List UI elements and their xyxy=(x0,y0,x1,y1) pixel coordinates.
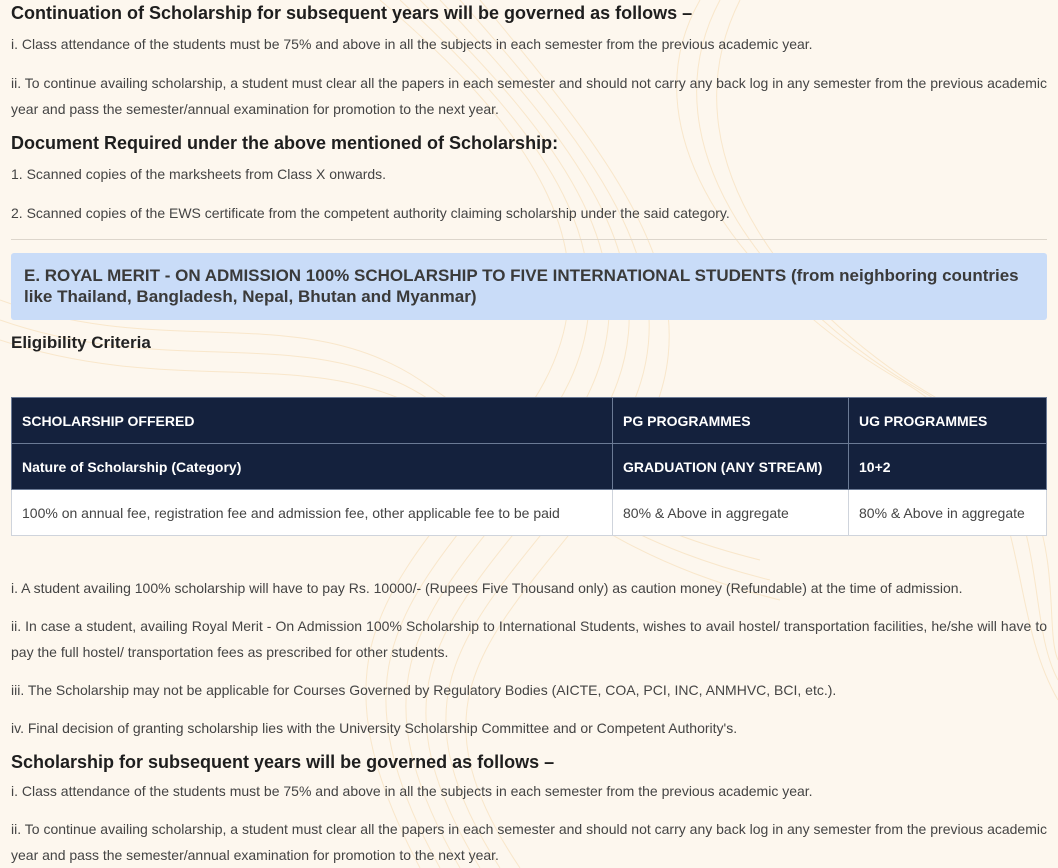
table-subheader-row xyxy=(12,444,1047,490)
document-item: 2. Scanned copies of the EWS certificate from the competent authority claiming scholarship under the said category. xyxy=(11,205,730,221)
table-subheader-cell: 10+2 xyxy=(849,444,1047,490)
table-cell: 80% & Above in aggregate xyxy=(849,490,1047,536)
subsequent-item: ii. To continue availing scholarship, a student must clear all the papers in each semester and should not carry any back log in any semester from the previous academic year and pass the semester/annual examination for promotion to the next year. xyxy=(11,821,1047,863)
table-cell: 100% on annual fee, registration fee and admission fee, other applicable fee to be paid xyxy=(12,490,613,536)
documents-heading: Document Required under the above mentioned of Scholarship: xyxy=(11,133,559,153)
continuation-item: ii. To continue availing scholarship, a student must clear all the papers in each semester and should not carry any back log in any semester from the previous academic year and pass the semester/annual examination for promotion to the next year. xyxy=(11,75,1047,117)
document-item: 1. Scanned copies of the marksheets from Class X onwards. xyxy=(11,166,387,182)
eligibility-heading: Eligibility Criteria xyxy=(11,333,151,352)
section-e-subtitle: (from neighboring countries like Thailand, Bangladesh, Nepal, Bhutan and Myanmar) xyxy=(24,266,1019,306)
table-subheader-cell: GRADUATION (ANY STREAM) xyxy=(613,444,849,490)
table-header-cell: SCHOLARSHIP OFFERED xyxy=(12,398,613,444)
continuation-item: i. Class attendance of the students must be 75% and above in all the subjects in each semester from the previous academic year. xyxy=(11,36,813,52)
note-item: iv. Final decision of granting scholarship lies with the University Scholarship Committee and or Competent Authority's. xyxy=(11,720,738,736)
table-cell: 80% & Above in aggregate xyxy=(613,490,849,536)
note-item: iii. The Scholarship may not be applicable for Courses Governed by Regulatory Bodies (AICTE, COA, PCI, INC, ANMHVC, BCI, etc.). xyxy=(11,682,837,698)
note-item: i. A student availing 100% scholarship will have to pay Rs. 10000/- (Rupees Five Thousand only) as caution money (Refundable) at the time of admission. xyxy=(11,580,963,596)
section-e-title: E. ROYAL MERIT - ON ADMISSION 100% SCHOLARSHIP TO FIVE INTERNATIONAL STUDENTS xyxy=(24,266,787,285)
continuation-heading: Continuation of Scholarship for subsequent years will be governed as follows – xyxy=(11,3,693,23)
subsequent-heading: Scholarship for subsequent years will be governed as follows – xyxy=(11,752,555,772)
table-header-cell: UG PROGRAMMES xyxy=(849,398,1047,444)
table-row xyxy=(12,490,1047,536)
scholarship-table xyxy=(11,397,1047,536)
section-divider xyxy=(11,239,1047,240)
subsequent-item: i. Class attendance of the students must be 75% and above in all the subjects in each semester from the previous academic year. xyxy=(11,783,813,799)
table-subheader-cell: Nature of Scholarship (Category) xyxy=(12,444,613,490)
note-item: ii. In case a student, availing Royal Merit - On Admission 100% Scholarship to International Students, wishes to avail hostel/ transportation facilities, he/she will have to pay the full hostel/ transportation fees as prescribed for other students. xyxy=(11,618,1047,660)
table-header-row xyxy=(12,398,1047,444)
table-header-cell: PG PROGRAMMES xyxy=(613,398,849,444)
section-e-banner xyxy=(11,253,1047,320)
